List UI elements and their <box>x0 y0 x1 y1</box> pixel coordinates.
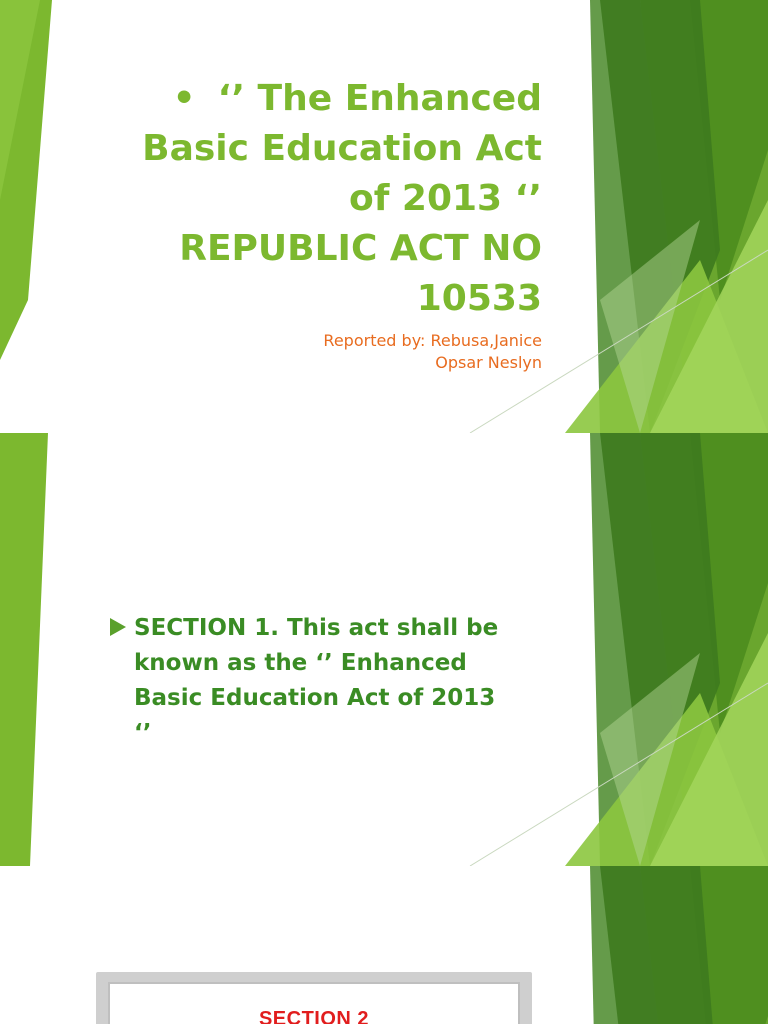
title-line-4: REPUBLIC ACT NO <box>179 228 542 269</box>
section-2-title: SECTION 2 <box>258 1008 370 1024</box>
title-line-5: 10533 <box>416 278 542 319</box>
title-line-2: Basic Education Act <box>142 128 542 169</box>
reporters-text <box>200 330 542 374</box>
section-1-text <box>110 611 530 751</box>
bullet-icon: • <box>172 78 196 119</box>
section-2-panel <box>108 982 520 1024</box>
body-line-4: ‘’ <box>134 720 152 746</box>
reporter-line-1: Reported by: Rebusa,Janice <box>323 331 542 350</box>
slide-title-text <box>120 74 542 324</box>
arrow-bullet-icon <box>110 618 126 636</box>
body-line-1: SECTION 1. This act shall be <box>134 615 499 641</box>
section-2-frame <box>96 972 532 1024</box>
title-line-3: of 2013 ‘’ <box>348 178 542 219</box>
body-line-2: known as the ‘’ Enhanced <box>134 650 467 676</box>
reporter-line-2: Opsar Neslyn <box>435 353 542 372</box>
slide-section-1 <box>0 433 768 866</box>
body-line-3: Basic Education Act of 2013 <box>134 685 496 711</box>
title-line-1: • ‘’ The Enhanced <box>172 78 542 119</box>
slide-title <box>0 0 768 433</box>
slide-section-2 <box>0 866 768 1024</box>
